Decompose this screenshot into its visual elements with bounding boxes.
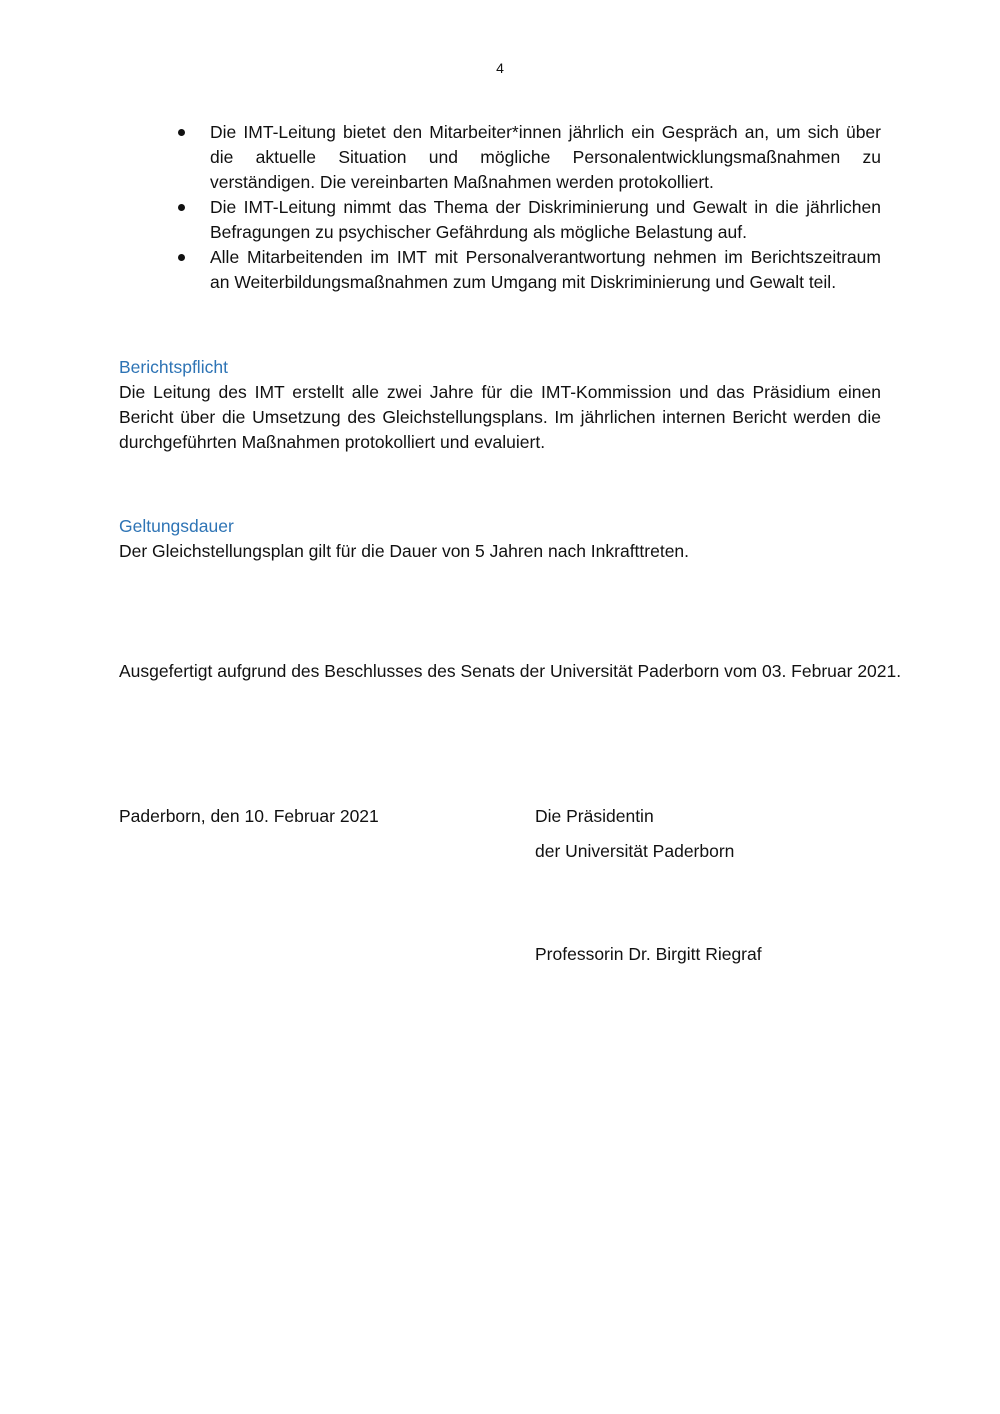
section-body-geltungsdauer: Der Gleichstellungsplan gilt für die Dauer von 5 Jahren nach Inkrafttreten. — [119, 541, 690, 561]
berichtspflicht-section — [119, 355, 881, 455]
list-item — [175, 245, 881, 295]
section-heading-berichtspflicht: Berichtspflicht — [119, 357, 228, 377]
section-heading-geltungsdauer: Geltungsdauer — [119, 516, 234, 536]
geltungsdauer-section — [119, 514, 881, 564]
list-item-text: Alle Mitarbeitenden im IMT mit Personalverantwortung nehmen im Berichtszeitraum an Weiterbildungsmaßnahmen zum Umgang mit Diskriminierung und Gewalt teil. — [210, 247, 881, 292]
bullet-icon — [178, 129, 185, 136]
ausgefertigt-statement: Ausgefertigt aufgrund des Beschlusses des Senats der Universität Paderborn vom 03. Februar 2021. — [119, 661, 902, 681]
list-item-text: Die IMT-Leitung nimmt das Thema der Diskriminierung und Gewalt in die jährlichen Befragungen zu psychischer Gefährdung als mögliche Belastung auf. — [210, 197, 881, 242]
section-body-berichtspflicht: Die Leitung des IMT erstellt alle zwei Jahre für die IMT-Kommission und das Präsidium einen Bericht über die Umsetzung des Gleichstellungsplans. Im jährlichen internen Bericht werden die durchgeführten Maßnahmen protokolliert und evaluiert. — [119, 382, 881, 452]
list-item-text: Die IMT-Leitung bietet den Mitarbeiter*innen jährlich ein Gespräch an, um sich über die aktuelle Situation und mögliche Personalentwicklungsmaßnahmen zu verständigen. Die vereinbarten Maßnahmen werden protokolliert. — [210, 122, 881, 192]
signature-place-date: Paderborn, den 10. Februar 2021 — [119, 806, 379, 826]
signature-name: Professorin Dr. Birgitt Riegraf — [535, 944, 762, 964]
signature-role-line1: Die Präsidentin — [535, 806, 654, 826]
list-item — [175, 120, 881, 195]
bullet-icon — [178, 254, 185, 261]
page-number: 4 — [496, 60, 504, 76]
measures-list — [175, 120, 881, 295]
bullet-icon — [178, 204, 185, 211]
list-item — [175, 195, 881, 245]
signature-role-line2: der Universität Paderborn — [535, 841, 735, 861]
